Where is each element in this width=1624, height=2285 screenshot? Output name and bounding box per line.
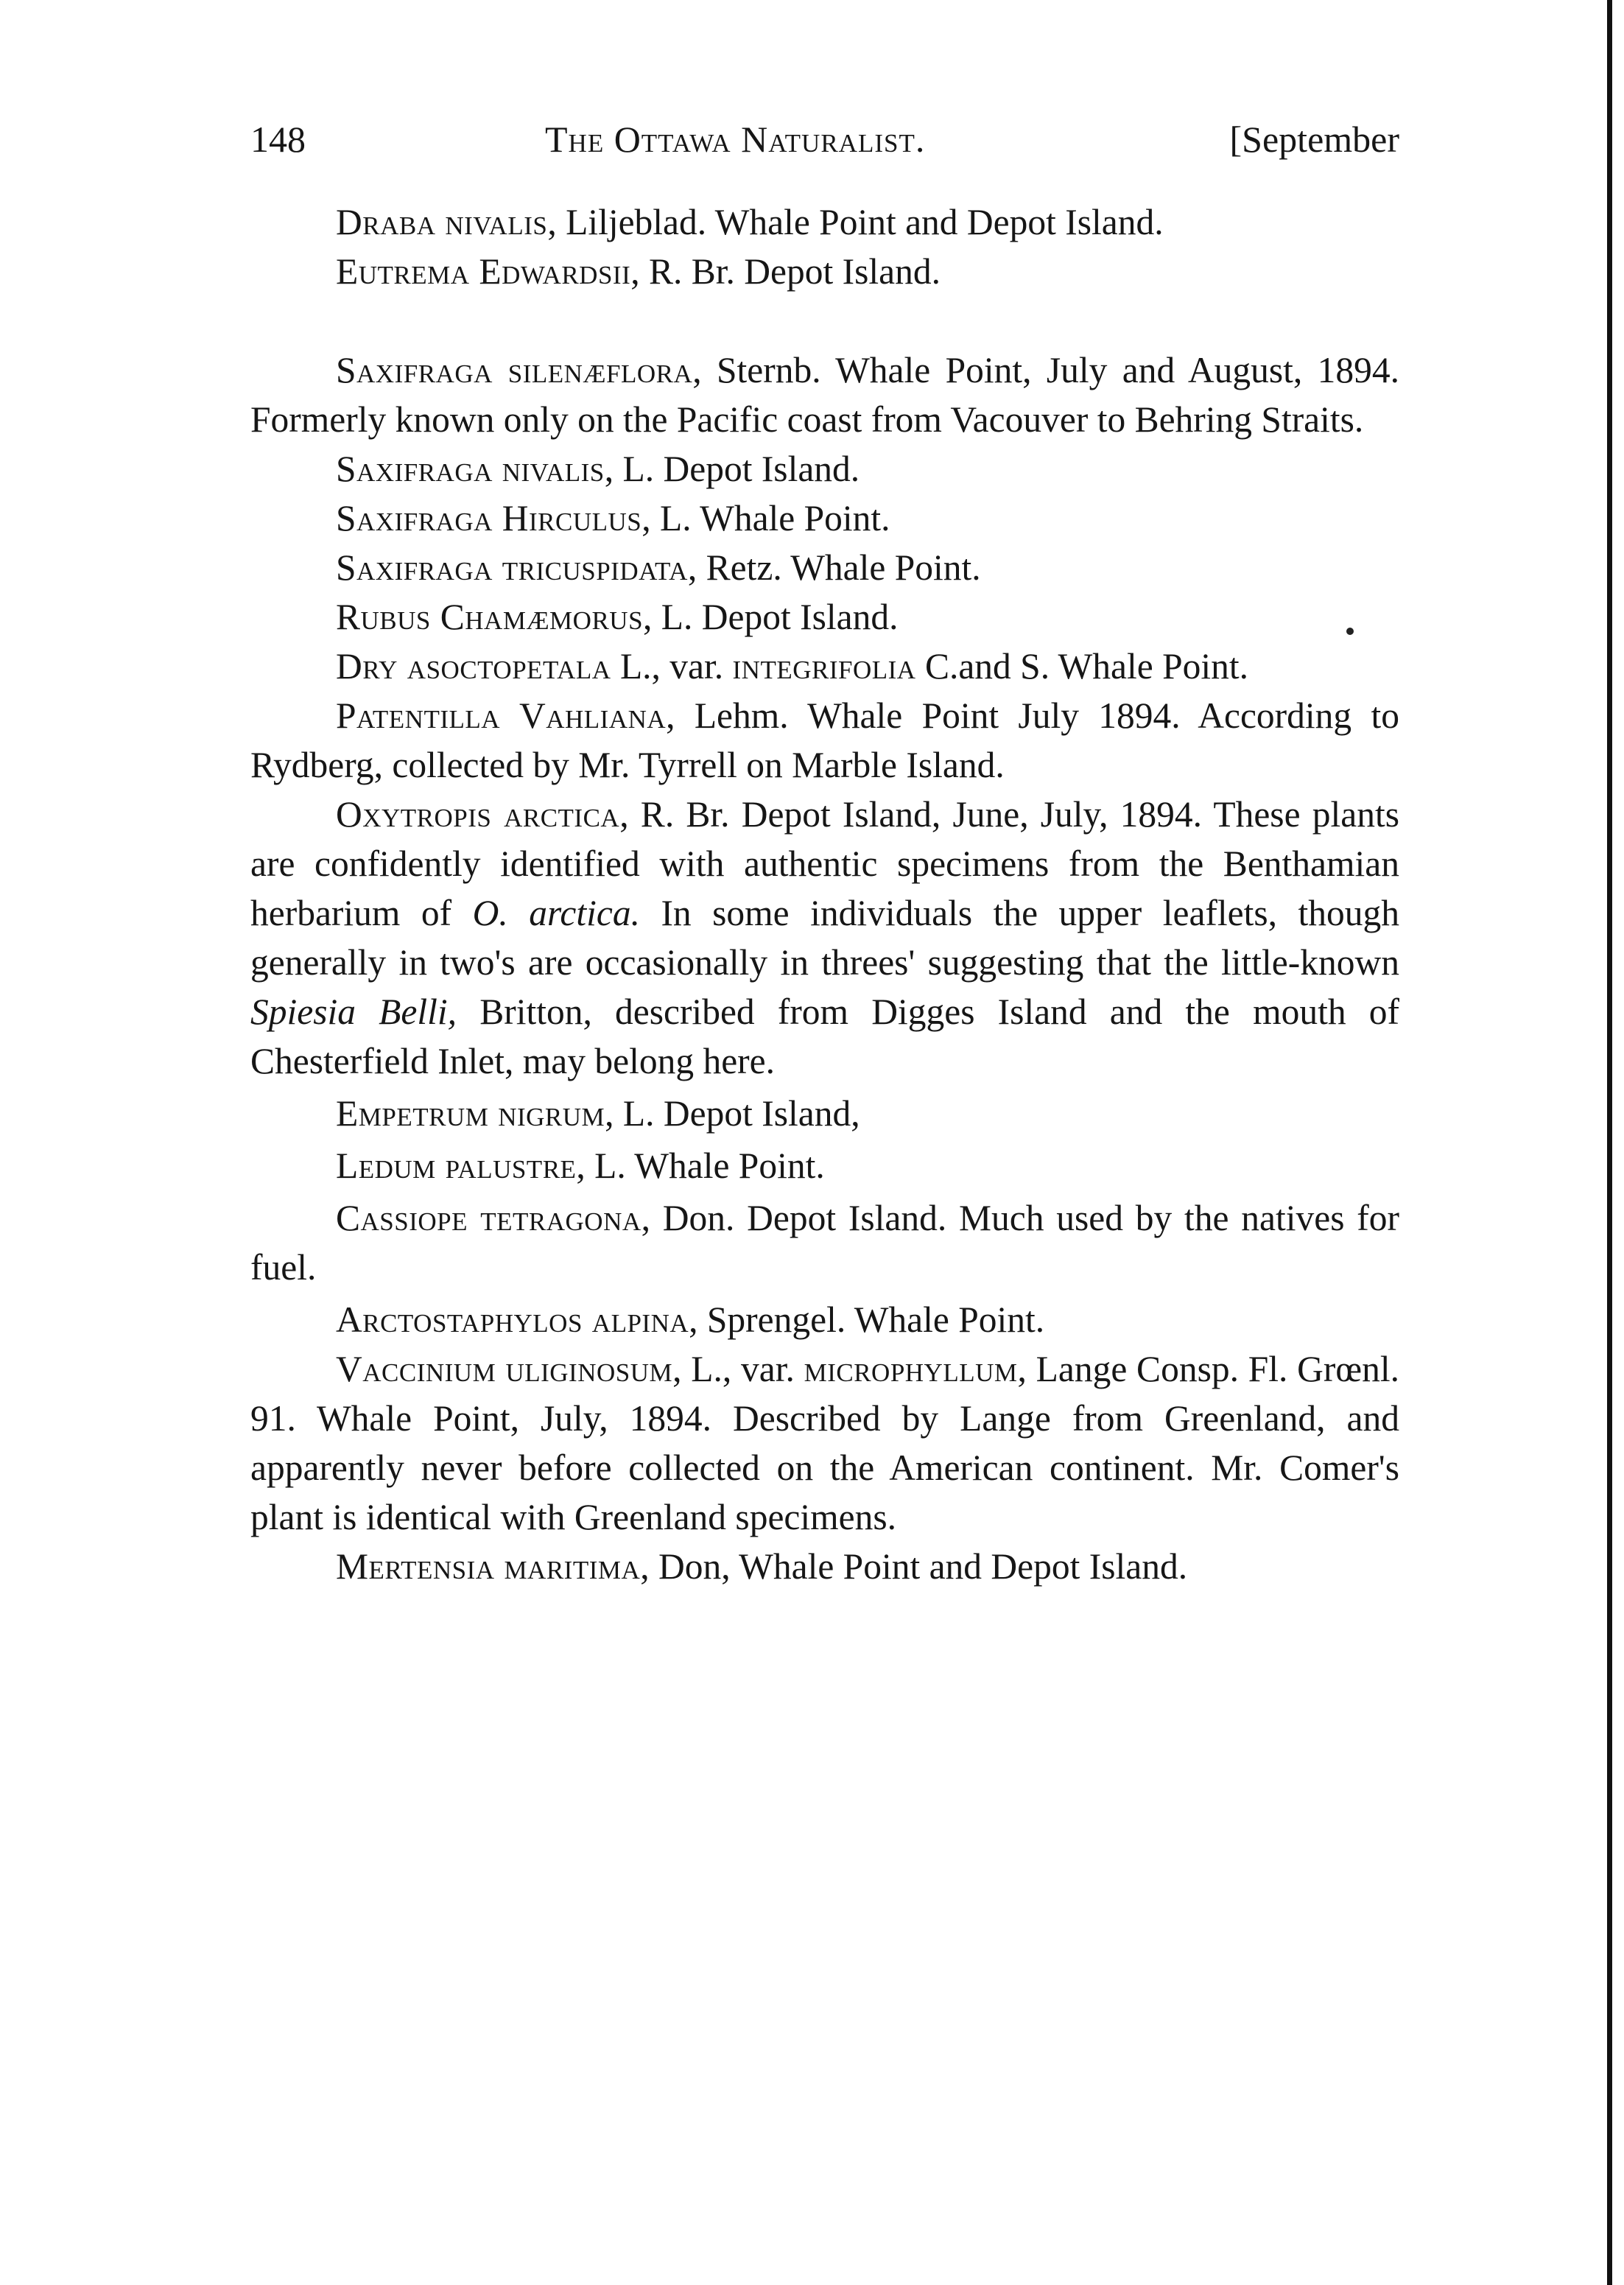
taxon-name: Mertensia maritima bbox=[336, 1546, 641, 1587]
entry-dryas-octopetala bbox=[250, 642, 1399, 691]
entry-text: , Liljeblad. Whale Point and Depot Island. bbox=[547, 202, 1164, 242]
entry-text: , Lange Consp. Fl. Grœnl. 91. Whale Point, July, 1894. Described by Lange from Greenland, and apparently never before collected on the American continent. Mr. Comer's plant is identical with Greenland specimens. bbox=[250, 1349, 1399, 1537]
taxon-name: Draba nivalis bbox=[336, 202, 548, 242]
running-header bbox=[250, 118, 1399, 169]
entry-text: , Sprengel. Whale Point. bbox=[689, 1299, 1045, 1340]
taxon-name: Empetrum nigrum bbox=[336, 1093, 605, 1134]
entry-saxifraga-tricuspidata bbox=[250, 543, 1399, 592]
entry-text: , L. Depot Island, bbox=[605, 1093, 860, 1134]
taxon-name: Ledum palustre bbox=[336, 1145, 577, 1186]
entry-text: In some individuals the upper leaflets, though generally in two's are occasionally in threes' suggesting that the little-known bbox=[250, 893, 1400, 983]
page-number: 148 bbox=[250, 119, 306, 160]
entry-text: , L., var. bbox=[672, 1349, 804, 1389]
entry-oxytropis-arctica bbox=[250, 790, 1399, 1086]
entry-potentilla-vahliana bbox=[250, 691, 1399, 790]
body-text bbox=[250, 197, 1399, 1591]
entry-text: , Sternb. Whale Point, July and August, 1894. Formerly known only on the Pacific coast from Vacouver to Behring Straits. bbox=[250, 350, 1399, 440]
entry-text: C.and S. Whale Point. bbox=[915, 646, 1249, 687]
entry-mertensia-maritima bbox=[250, 1542, 1399, 1591]
taxon-name: Saxifraga tricuspidata bbox=[336, 547, 688, 588]
taxon-name: Saxifraga nivalis bbox=[336, 449, 605, 489]
taxon-name: Eutrema Edwardsii bbox=[336, 251, 631, 292]
entry-saxifraga-silenaeflora bbox=[250, 345, 1399, 444]
stray-ink-dot bbox=[1346, 628, 1354, 635]
taxon-name: Oxytropis arctica bbox=[336, 794, 620, 835]
entry-text: , L. Depot Island. bbox=[643, 597, 899, 637]
italic-taxon: Spiesia Belli, bbox=[250, 991, 457, 1032]
entry-text: , L. Whale Point. bbox=[576, 1145, 825, 1186]
taxon-name: Saxifraga Hirculus bbox=[336, 498, 642, 538]
entry-text: , Don. Depot Island. Much used by the natives for fuel. bbox=[250, 1198, 1399, 1288]
taxon-name: Patentilla Vahliana bbox=[336, 695, 667, 736]
entry-saxifraga-hirculus bbox=[250, 494, 1399, 543]
variety-name: microphyllum bbox=[804, 1349, 1018, 1389]
entry-cassiope-tetragona bbox=[250, 1193, 1399, 1292]
entry-eutrema-edwardsii bbox=[250, 247, 1399, 296]
entry-rubus-chamaemorus bbox=[250, 592, 1399, 642]
journal-title: The Ottawa Naturalist. bbox=[545, 119, 926, 160]
entry-text: Britton, described from Digges Island and the mouth of Chesterfield Inlet, may belong here. bbox=[250, 991, 1399, 1081]
page-edge-line bbox=[1607, 0, 1612, 2285]
entry-text: , R. Br. Depot Island, June, July, 1894. These plants are confidently identified with authentic specimens from the Benthamian herbarium of bbox=[250, 794, 1399, 933]
entry-text: , Lehm. Whale Point July 1894. According to Rydberg, collected by Mr. Tyrrell on Marble Island. bbox=[250, 695, 1399, 785]
entry-vaccinium-uliginosum bbox=[250, 1344, 1399, 1542]
taxon-name: Vaccinium uliginosum bbox=[336, 1349, 673, 1389]
taxon-name: Dry asoctopetala bbox=[336, 646, 611, 687]
entry-text: , L. Whale Point. bbox=[641, 498, 890, 538]
entry-text: , R. Br. Depot Island. bbox=[630, 251, 941, 292]
taxon-name: Saxifraga silenæflora bbox=[336, 350, 693, 390]
entry-text: , L. Depot Island. bbox=[604, 449, 860, 489]
entry-ledum-palustre bbox=[250, 1141, 1399, 1190]
entry-saxifraga-nivalis bbox=[250, 444, 1399, 494]
issue-month: [September bbox=[1229, 119, 1399, 160]
variety-name: integrifolia bbox=[732, 646, 916, 687]
entry-draba-nivalis bbox=[250, 197, 1399, 247]
entry-text: , Retz. Whale Point. bbox=[687, 547, 981, 588]
taxon-name: Arctostaphylos alpina bbox=[336, 1299, 689, 1340]
taxon-name: Rubus Chamæmorus bbox=[336, 597, 644, 637]
entry-text: L., var. bbox=[611, 646, 733, 687]
entry-arctostaphylos-alpina bbox=[250, 1295, 1399, 1344]
taxon-name: Cassiope tetragona bbox=[336, 1198, 641, 1238]
italic-taxon: O. arctica. bbox=[472, 893, 640, 933]
entry-text: , Don, Whale Point and Depot Island. bbox=[640, 1546, 1188, 1587]
entry-empetrum-nigrum bbox=[250, 1089, 1399, 1138]
